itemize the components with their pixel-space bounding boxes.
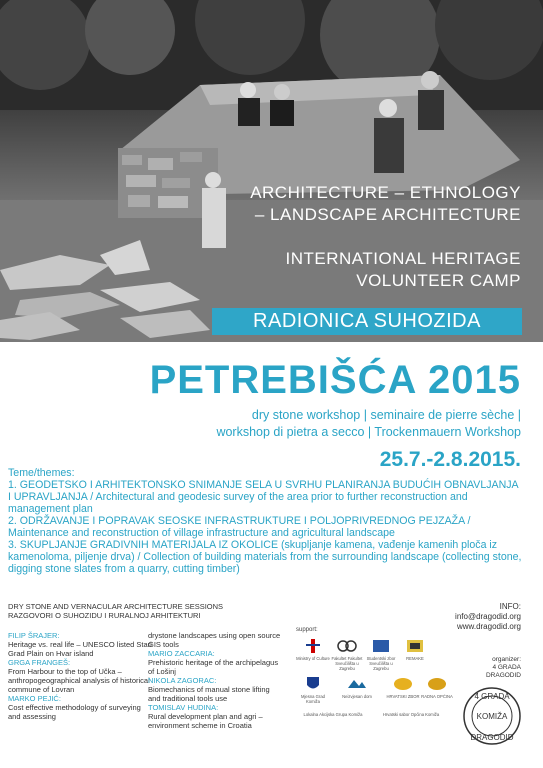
speaker-topic: Prehistoric heritage of the archipelagus of Lošinj	[148, 658, 279, 676]
hrvatski-zbor-icon	[393, 676, 413, 692]
sessions-title-1: DRY STONE AND VERNACULAR ARCHITECTURE SESSIONS	[8, 602, 224, 611]
header-line-2: – LANDSCAPE ARCHITECTURE	[254, 205, 521, 224]
speaker-name: MARKO PEJIĆ:	[8, 694, 61, 703]
speaker-topic: Cost effective methodology of surveying and assessing	[8, 703, 141, 721]
speaker-name: MARIO ZACCARIA:	[148, 649, 215, 658]
organizer-name-2: DRAGODID	[485, 672, 521, 679]
sessions-column-2	[148, 631, 283, 730]
header-line-3: INTERNATIONAL HERITAGE	[285, 249, 521, 268]
sponsor-logo-1: Ministry of Culture	[296, 638, 330, 661]
speaker-topic: Rural development plan and agri – environment scheme in Croatia	[148, 712, 263, 730]
theme-item-3: 3. SKUPLJANJE GRADIVNIH MATERIJALA IZ OKOLICE (skupljanje kamena, vađenje kamenih ploča iz kamenoloma, piljenje drva) / Collection of building materials from the surrounding landscape (collecting stone, digging stone slates from a quarry, cutting timber)	[8, 539, 522, 575]
info-label: INFO:	[499, 602, 521, 611]
page-title: PETREBIŠĆA 2015	[149, 358, 521, 402]
student-union-icon	[371, 638, 391, 654]
support-label: support:	[296, 627, 318, 633]
sessions-column-1	[8, 631, 153, 721]
themes-list	[8, 467, 523, 575]
radna-opcina-icon	[427, 676, 447, 692]
speaker-topic: Biomechanics of manual stone lifting and traditional tools use	[148, 685, 270, 703]
park-icon	[347, 676, 367, 692]
speaker-topic: From Harbour to the top of Učka – anthropogeographical analysis of historical commune of Lovran	[8, 667, 150, 694]
speaker-name: GRGA FRANGEŠ:	[8, 658, 71, 667]
seal-icon	[462, 686, 522, 746]
sponsor-logo-8: RADNA OPĆINA	[420, 676, 454, 699]
info-website[interactable]: www.dragodid.org	[456, 622, 521, 631]
sponsor-logo-5: Mjesna Grad Komiža	[296, 676, 330, 704]
dragodid-seal	[462, 686, 522, 746]
theme-item-1: 1. GEODETSKO I ARHITEKTONSKO SNIMANJE SELA U SVRHU PLANIRANJA BUDUĆIH OBNAVLJANJA I UPRAVLJANJA / Architectural and geodesic survey of the area prior to further reconstruction and management plan	[8, 479, 518, 515]
organizer-name-1: 4 GRADA	[492, 664, 521, 671]
subtitle-line-2: workshop di pietra a secco | Trockenmauern Workshop	[216, 425, 521, 439]
faculty-icon	[337, 638, 357, 654]
sponsor-logo-7: HRVATSKI ZBOR	[386, 676, 420, 699]
sponsor-logo-4: REMAKE	[398, 638, 432, 661]
header-line-4: VOLUNTEER CAMP	[356, 271, 521, 290]
coat-of-arms-icon	[303, 676, 323, 692]
organizer-label: organizer:	[492, 656, 521, 663]
sponsor-logo-3: Studentski zbor Sveučilišta u Zagrebu	[364, 638, 398, 671]
theme-item-2: 2. ODRŽAVANJE I POPRAVAK SEOSKE INFRASTRUKTURE I POLJOPRIVREDNOG PEJZAŽA / Maintenance and reconstruction of village infrastructure and agricultural landscape	[8, 515, 471, 539]
speaker-name: FILIP ŠRAJER:	[8, 631, 60, 640]
remake-icon	[405, 638, 425, 654]
speaker-topic: Heritage vs. real life – UNESCO listed Stari Grad Plain on Hvar island	[8, 640, 152, 658]
sponsor-logo-6: Neizvjesan dom	[340, 676, 374, 699]
info-email[interactable]: info@dragodid.org	[455, 612, 521, 621]
seal-mid-text: KOMIŽA	[476, 712, 508, 721]
radionica-banner: RADIONICA SUHOZIDA	[212, 308, 522, 335]
sponsor-logo-2: Fakultet Fakultet Sveučilišta u Zagrebu	[330, 638, 364, 671]
event-dates: 25.7.-2.8.2015.	[379, 448, 521, 471]
subtitle-line-1: dry stone workshop | seminaire de pierre sèche |	[251, 408, 521, 422]
sessions-title-2: RAZGOVORI O SUHOZIDU I RURALNOJ ARHITEKTURI	[8, 611, 201, 620]
organizer-block	[486, 656, 521, 680]
speaker-name: NIKOLA ZAGORAC:	[148, 676, 217, 685]
seal-bottom-text: DRAGODID	[470, 733, 514, 742]
ministry-icon	[303, 638, 323, 654]
themes-heading: Teme/themes:	[8, 467, 75, 479]
sessions-heading	[8, 602, 223, 620]
support-footnote-1: Lokalna Akcijska Grupa Komiža	[303, 712, 363, 717]
speaker-name: TOMISLAV HUDINA:	[148, 703, 219, 712]
speaker-topic: drystone landscapes using open source GIS tools	[148, 631, 281, 649]
hero-photo	[0, 0, 543, 342]
seal-top-text: 4 GRADA	[474, 692, 510, 701]
header-line-1: ARCHITECTURE – ETHNOLOGY	[250, 183, 521, 202]
info-block	[455, 602, 521, 632]
support-footnote-2: Hrvatski sabor Općina Komiža	[382, 712, 440, 717]
